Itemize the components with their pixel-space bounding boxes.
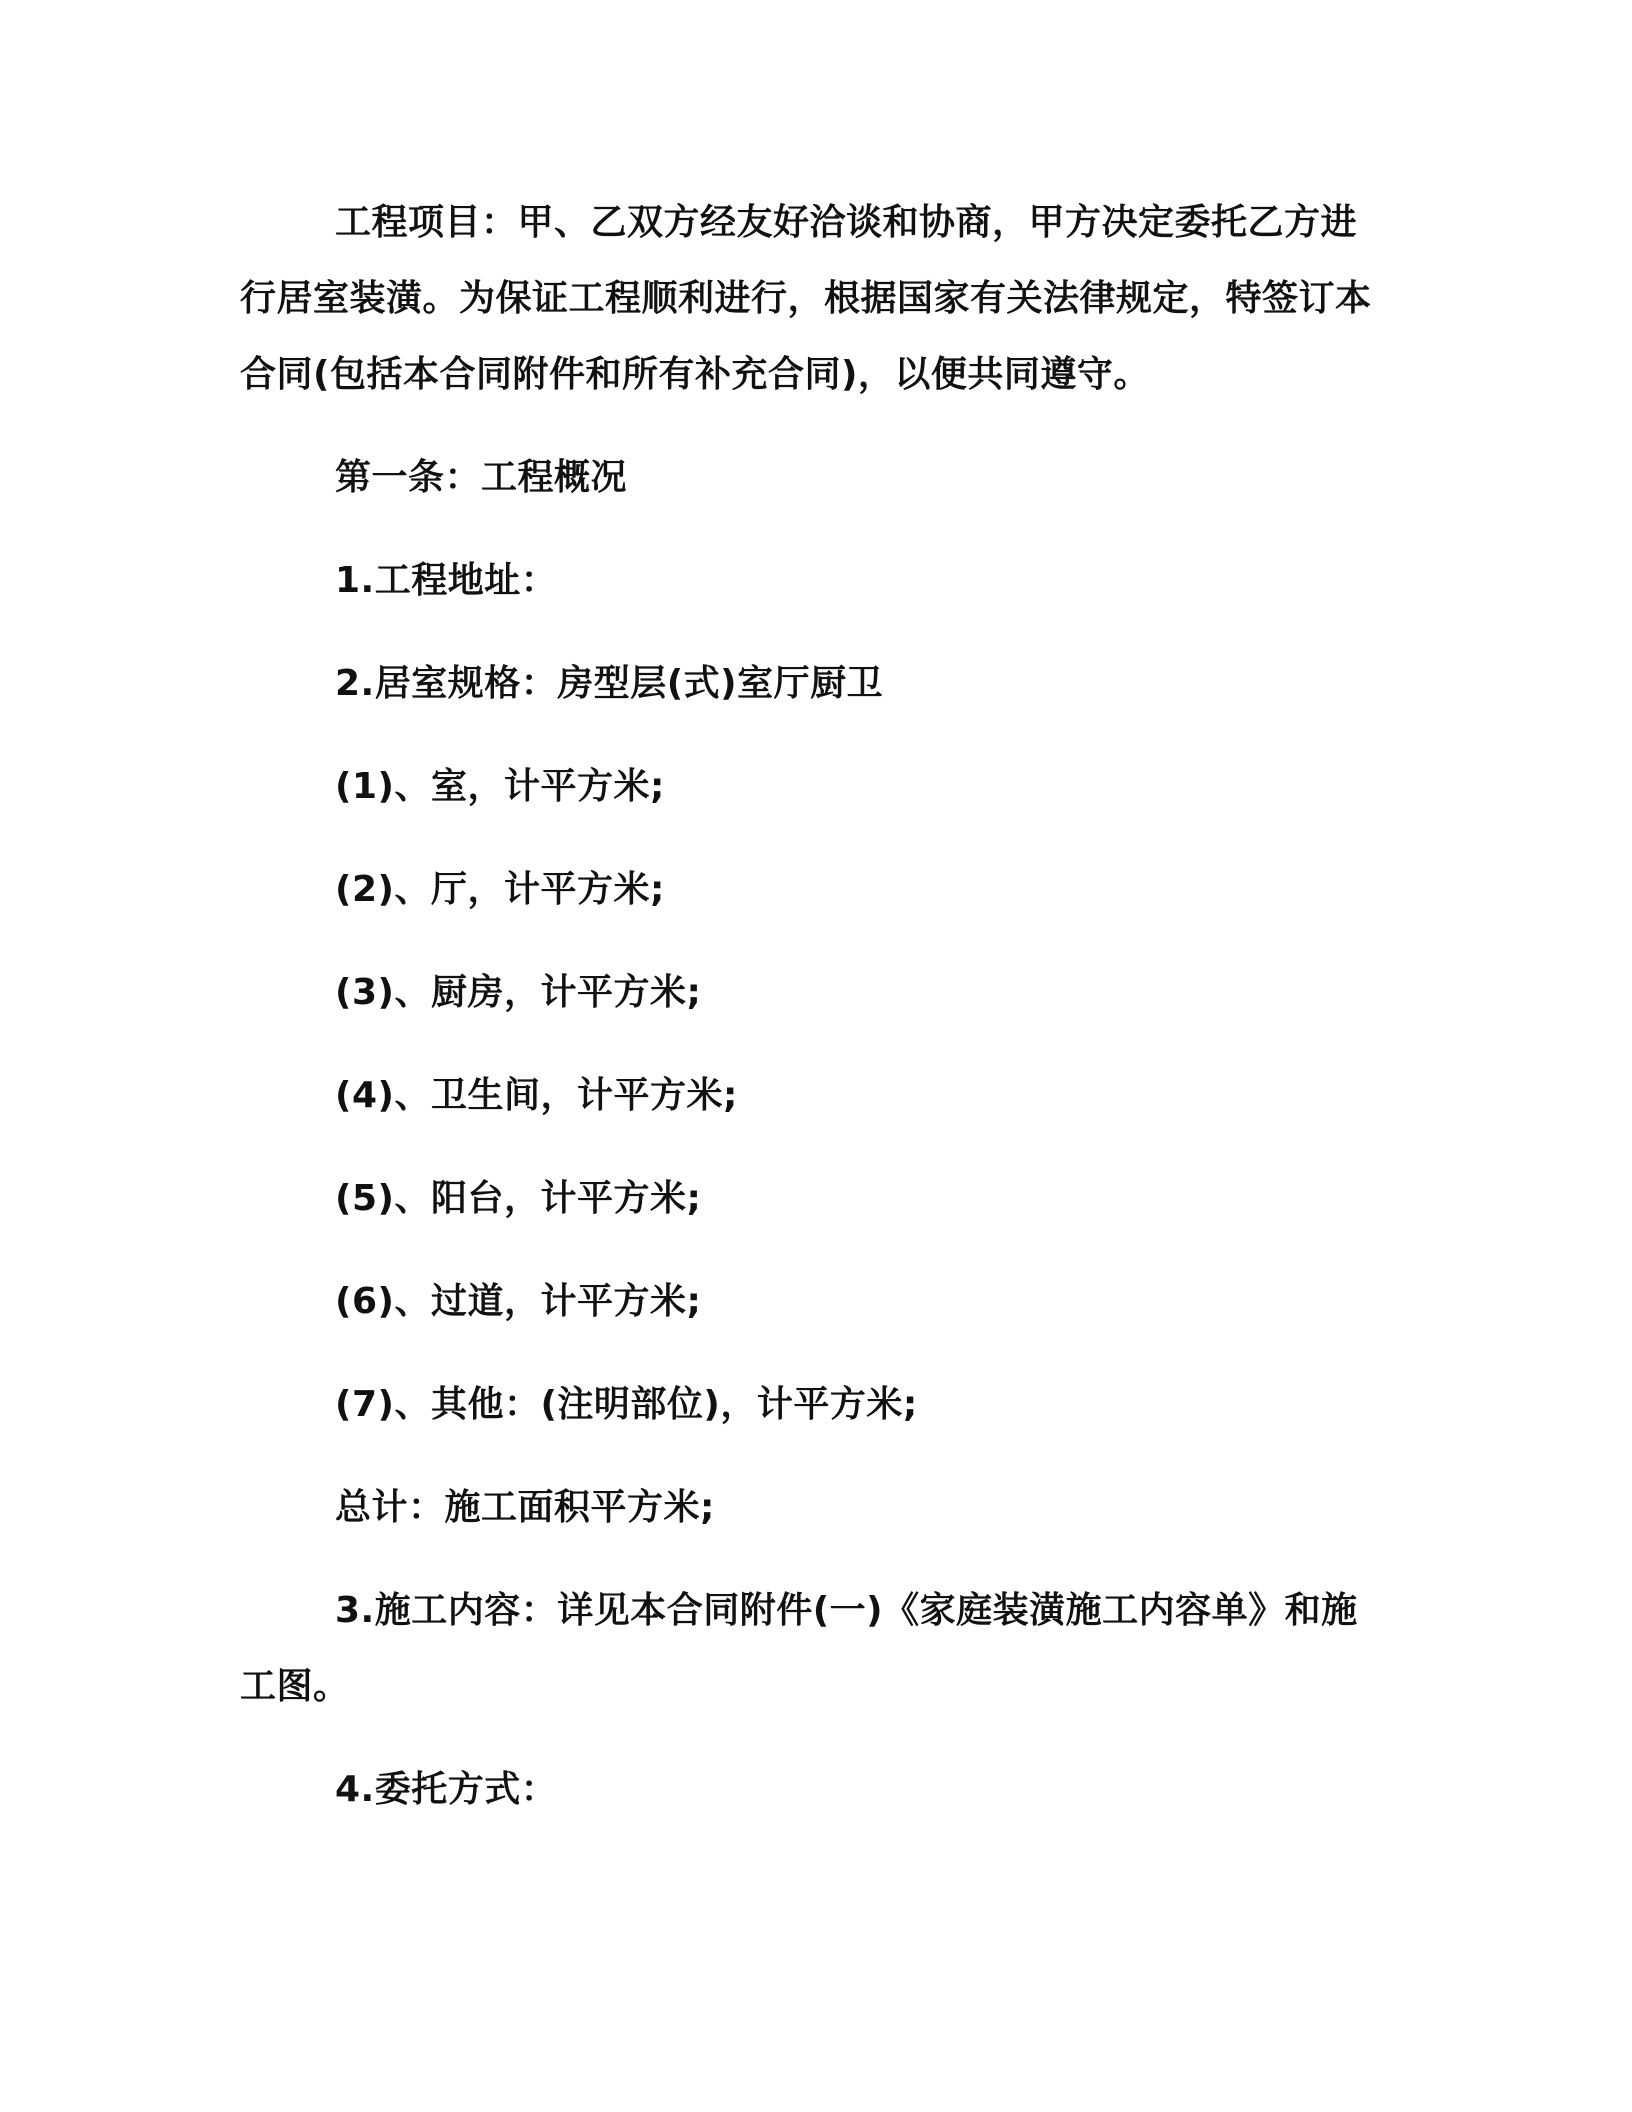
list-item-bathroom: (4)、卫生间，计平方米;: [335, 1075, 738, 1116]
list-item-kitchen: (3)、厨房，计平方米;: [335, 972, 702, 1013]
paragraph-construction-content: 3.施工内容：详见本合同附件(一)《家庭装潢施工内容单》和施工图。: [240, 1590, 1358, 1707]
list-item-hall: (2)、厅，计平方米;: [335, 869, 665, 910]
list-item-balcony: (5)、阳台，计平方米;: [335, 1178, 702, 1219]
list-item-other: (7)、其他：(注明部位)，计平方米;: [335, 1384, 918, 1425]
paragraph-project-address: 1.工程地址：: [335, 560, 558, 601]
document-body: [240, 185, 1390, 1828]
list-item-room: (1)、室，计平方米;: [335, 766, 665, 807]
paragraph-commission-method: 4.委托方式：: [335, 1769, 558, 1810]
list-item-corridor: (6)、过道，计平方米;: [335, 1281, 702, 1322]
paragraph-project-intro: 工程项目：甲、乙双方经友好洽谈和协商，甲方决定委托乙方进行居室装潢。为保证工程顺利进行，根据国家有关法律规定，特签订本合同(包括本合同附件和所有补充合同)，以便共同遵守。: [240, 202, 1372, 395]
paragraph-total-area: 总计：施工面积平方米;: [335, 1487, 715, 1528]
paragraph-room-spec: 2.居室规格：房型层(式)室厅厨卫: [335, 663, 884, 704]
paragraph-article-one-heading: 第一条：工程概况: [335, 457, 628, 498]
